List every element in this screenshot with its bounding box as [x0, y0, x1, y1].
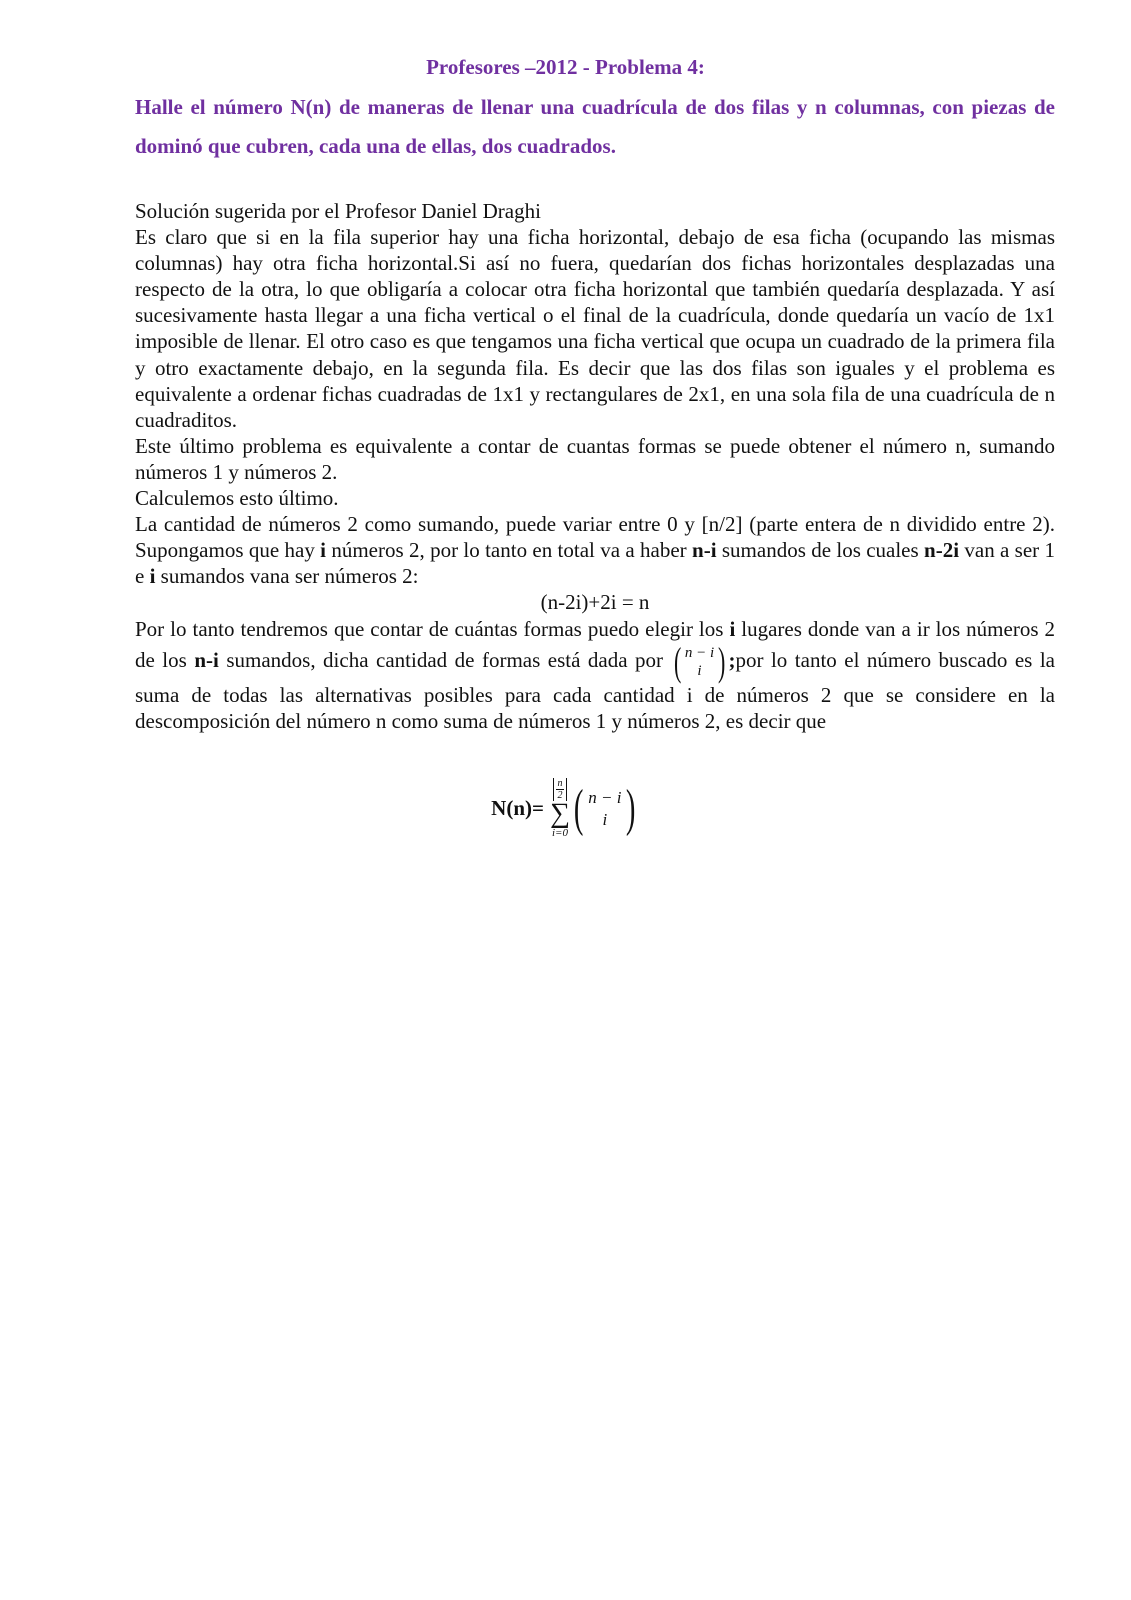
p4-text-1: La cantidad de números 2 como sumando, puede variar entre 0 y [n/2] (parte entera de n dividido entre 2). Supongamos que hay [135, 512, 1055, 563]
sum-lower-limit: i=0 [551, 827, 568, 839]
right-paren: ) [718, 638, 726, 684]
paragraph-3: Calculemos esto último. [135, 486, 339, 511]
sigma-symbol: ∑ [549, 798, 570, 829]
equation: (n-2i)+2i = n [540, 590, 650, 615]
p5-semicolon: ; [728, 647, 736, 672]
problem-statement: Halle el número N(n) de maneras de llenar una cuadrícula de dos filas y n columnas, con piezas de dominó que cubren, cada una de ellas, dos cuadrados. [135, 95, 1055, 158]
formula-lhs: N(n)= [491, 796, 544, 820]
p4-text-5: sumandos vana ser números 2: [155, 564, 419, 589]
solution-author: Solución sugerida por el Profesor Daniel Draghi [135, 199, 541, 223]
p4-text-2: números 2, por lo tanto en total va a haber [326, 538, 693, 563]
binomial-formula [570, 779, 640, 837]
p5-bold-n-i: n-i [194, 647, 219, 672]
paragraph-5 [135, 616, 1055, 734]
binomial-top: n − i [588, 787, 622, 807]
sum-upper-den: 2 [557, 790, 563, 801]
p4-bold-n-2i: n-2i [924, 538, 960, 563]
problem-heading: Profesores –2012 - Problema 4: [426, 55, 705, 79]
paragraph-4 [135, 511, 1055, 589]
paragraph-2: Este último problema es equivalente a contar de cuantas formas se puede obtener el número n, sumando números 1 y números 2. [135, 433, 1055, 484]
left-paren: ( [673, 638, 681, 684]
binomial-bottom: i [602, 809, 608, 829]
sum-upper-num: n [557, 778, 563, 789]
p5-text-1: Por lo tanto tendremos que contar de cuántas formas puedo elegir los [135, 616, 730, 641]
solution-body [135, 198, 1055, 734]
binomial-stack [684, 644, 715, 680]
paragraph-1: Es claro que si en la fila superior hay una ficha horizontal, debajo de esa ficha (ocupando las mismas columnas) hay otra ficha horizontal.Si así no fuera, quedarían dos fichas horizontales desplazadas una respecto de la otra, lo que obligaría a colocar otra ficha horizontal que también quedaría desplazada. Y así sucesivamente hasta llegar a una ficha vertical o el final de la cuadrícula, donde quedaría un vacío de 1x1 imposible de llenar. El otro caso es que tengamos una ficha vertical que ocupa un cuadrado de la primera fila y otro exactamente debajo, en la segunda fila. Es decir que las dos filas son iguales y el problema es equivalente a ordenar fichas cuadradas de 1x1 y rectangulares de 2x1, en una sola fila de una cuadrícula de n cuadraditos. [135, 225, 1055, 432]
p5-bold-i: i [729, 616, 736, 641]
p4-text-4: van a ser 1 e [135, 538, 1056, 589]
right-paren: ) [626, 779, 636, 837]
p4-text-3: sumandos de los cuales [716, 538, 925, 563]
p4-bold-n-i: n-i [692, 538, 717, 563]
p4-bold-i-2: i [149, 564, 156, 589]
p4-bold-i: i [320, 538, 326, 563]
p5-text-3: sumandos, dicha cantidad de formas está dada por [218, 647, 671, 672]
summation [550, 778, 570, 839]
p5-text-2: lugares donde van a ir los números 2 de los [135, 616, 1055, 672]
final-formula [0, 778, 1131, 839]
p5-text-4: por lo tanto el número buscado es la suma de todas las alternativas posibles para cada cantidad i de números 2 que se considere en la descomposición del número n como suma de números 1 y números 2, es decir que [135, 647, 1056, 733]
left-paren: ( [573, 779, 584, 837]
binomial-stack [587, 787, 622, 831]
binomial-inline [671, 638, 729, 684]
binomial-bottom: i [697, 662, 702, 679]
binomial-top: n − i [684, 644, 715, 661]
